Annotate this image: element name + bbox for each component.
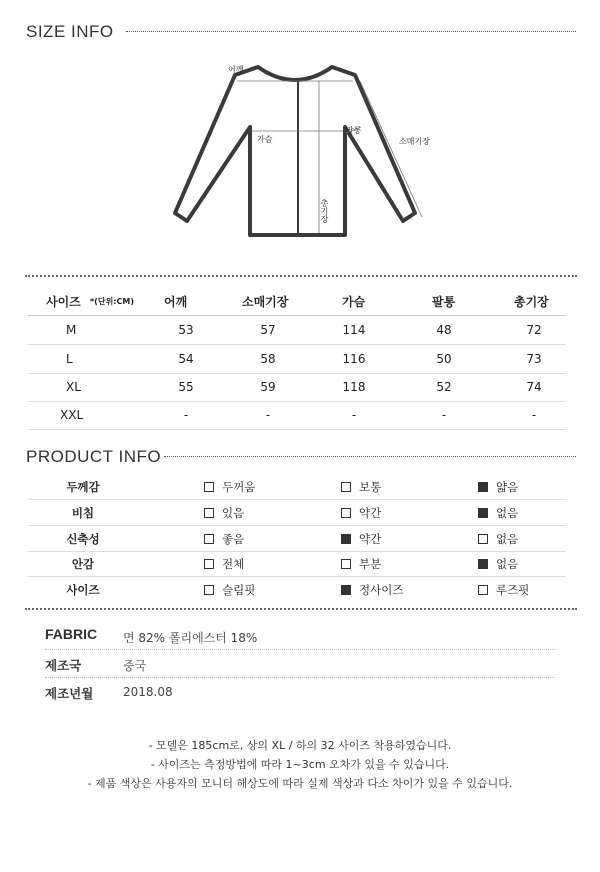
option: 루즈핏 — [478, 582, 529, 598]
diagram-label-arm: 팔통 — [346, 126, 362, 135]
product-row-fit — [28, 577, 566, 602]
product-row-lining — [28, 551, 566, 577]
checkbox-icon — [204, 508, 214, 518]
checkbox-icon — [204, 482, 214, 492]
note-line: - 모델은 185cm로, 상의 XL / 하의 32 사이즈 착용하였습니다. — [148, 739, 452, 752]
checkbox-icon — [204, 585, 214, 595]
table-row: XL 55 59 118 52 74 — [28, 373, 566, 402]
product-info-divider — [164, 456, 576, 457]
row-label: 신축성 — [66, 532, 100, 546]
origin-row — [45, 650, 555, 678]
checkbox-icon — [341, 482, 351, 492]
garment-diagram — [160, 55, 450, 245]
checkbox-icon — [478, 534, 488, 544]
header-length: 총기장 — [514, 295, 549, 309]
note-line: - 제품 색상은 사용자의 모니터 해상도에 따라 실제 색상과 다소 차이가 있을 수 있습니다. — [87, 777, 513, 790]
option: 좋음 — [204, 531, 244, 547]
option: 전체 — [204, 556, 244, 572]
option: 없음 — [478, 531, 518, 547]
checkbox-checked-icon — [341, 534, 351, 544]
option: 부분 — [341, 556, 381, 572]
checkbox-icon — [204, 559, 214, 569]
row-label: 사이즈 — [66, 583, 100, 597]
size-info-divider — [126, 31, 576, 32]
checkbox-checked-icon — [341, 585, 351, 595]
option: 있음 — [204, 505, 244, 521]
option: 약간 — [341, 531, 381, 547]
option: 약간 — [341, 505, 381, 521]
checkbox-icon — [478, 585, 488, 595]
fabric-value: 면 82% 폴리에스터 18% — [123, 631, 258, 645]
product-row-stretch — [28, 526, 566, 552]
date-key: 제조년월 — [45, 686, 94, 701]
table-row: M 53 57 114 48 72 — [28, 316, 566, 345]
size-info-title: SIZE INFO — [26, 22, 114, 41]
header-size: 사이즈 — [46, 295, 81, 309]
size-table-header — [28, 293, 578, 315]
date-value: 2018.08 — [123, 685, 173, 699]
section-divider — [25, 275, 577, 277]
product-row-sheerness — [28, 500, 566, 526]
note-line: - 사이즈는 측정방법에 따라 1~3cm 오차가 있을 수 있습니다. — [150, 758, 450, 771]
header-unit: *(단위:CM) — [90, 297, 134, 306]
header-shoulder: 어깨 — [164, 295, 188, 309]
section-divider — [25, 608, 577, 610]
product-info-title: PRODUCT INFO — [26, 447, 162, 466]
origin-key: 제조국 — [45, 658, 82, 673]
option: 보통 — [341, 479, 381, 495]
option: 슬림핏 — [204, 582, 255, 598]
checkbox-checked-icon — [478, 482, 488, 492]
checkbox-checked-icon — [478, 559, 488, 569]
checkbox-checked-icon — [478, 508, 488, 518]
option: 두꺼움 — [204, 479, 255, 495]
checkbox-icon — [204, 534, 214, 544]
header-arm: 팔통 — [432, 295, 456, 309]
checkbox-icon — [341, 559, 351, 569]
checkbox-icon — [341, 508, 351, 518]
option: 없음 — [478, 505, 518, 521]
row-label: 안감 — [71, 557, 95, 571]
diagram-label-length: 총기장 — [320, 199, 329, 223]
row-label: 비침 — [71, 506, 95, 520]
header-sleeve: 소매기장 — [242, 295, 289, 309]
diagram-label-shoulder: 어깨 — [228, 65, 244, 74]
table-row: XXL - - - - - — [28, 401, 566, 430]
row-label: 두께감 — [66, 480, 100, 494]
option: 얇음 — [478, 479, 518, 495]
option: 없음 — [478, 556, 518, 572]
date-row — [45, 678, 555, 705]
table-row: L 54 58 116 50 73 — [28, 345, 566, 374]
product-row-thickness — [28, 474, 566, 500]
diagram-label-chest: 가슴 — [257, 135, 273, 144]
fabric-key: FABRIC — [45, 626, 98, 642]
fabric-row — [45, 622, 555, 650]
diagram-label-sleeve: 소매기장 — [399, 137, 430, 146]
origin-value: 중국 — [123, 659, 147, 673]
header-chest: 가슴 — [342, 295, 366, 309]
option: 정사이즈 — [341, 582, 403, 598]
